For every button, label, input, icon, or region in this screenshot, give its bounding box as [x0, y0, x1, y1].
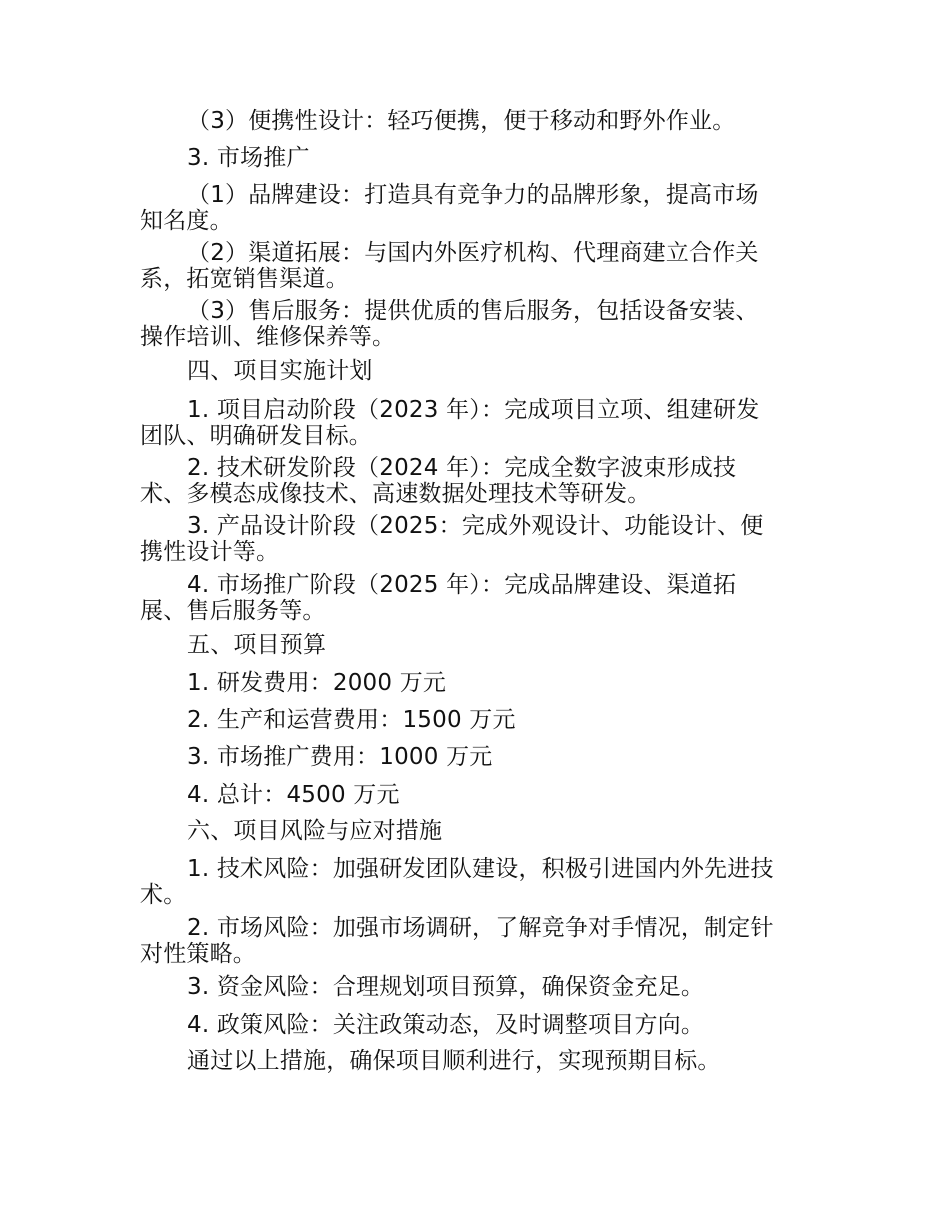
paragraph-line: 2. 市场风险：加强市场调研，了解竞争对手情况，制定针: [187, 915, 774, 941]
paragraph-line: 术。: [140, 882, 187, 908]
paragraph: [140, 707, 812, 733]
paragraph-line: （3）便携性设计：轻巧便携，便于移动和野外作业。: [187, 108, 736, 134]
paragraph-line: 2. 技术研发阶段（2024 年）：完成全数字波束形成技: [187, 455, 737, 481]
paragraph-line: 2. 生产和运营费用：1500 万元: [187, 707, 516, 733]
paragraph: [140, 108, 812, 134]
section-heading: [140, 358, 812, 384]
paragraph-line: （1）品牌建设：打造具有竞争力的品牌形象，提高市场: [187, 182, 759, 208]
paragraph: [140, 240, 812, 292]
paragraph-line: 4. 总计：4500 万元: [187, 782, 400, 808]
paragraph-line: 3. 资金风险：合理规划项目预算，确保资金充足。: [187, 974, 705, 1000]
paragraph-line: 系，拓宽销售渠道。: [140, 266, 349, 292]
paragraph-line: 五、项目预算: [187, 632, 327, 658]
paragraph: [140, 856, 812, 908]
section-heading: [140, 818, 812, 844]
paragraph-line: 展、售后服务等。: [140, 598, 326, 624]
paragraph: [140, 1012, 812, 1038]
paragraph-line: 4. 政策风险：关注政策动态，及时调整项目方向。: [187, 1012, 705, 1038]
paragraph: [140, 298, 812, 350]
paragraph-line: （2）渠道拓展：与国内外医疗机构、代理商建立合作关: [187, 240, 759, 266]
paragraph: [140, 397, 812, 449]
paragraph-line: （3）售后服务：提供优质的售后服务，包括设备安装、: [187, 298, 759, 324]
paragraph-line: 操作培训、维修保养等。: [140, 324, 396, 350]
paragraph-line: 通过以上措施，确保项目顺利进行，实现预期目标。: [187, 1048, 721, 1074]
paragraph-line: 4. 市场推广阶段（2025 年）：完成品牌建设、渠道拓: [187, 572, 737, 598]
paragraph-line: 术、多模态成像技术、高速数据处理技术等研发。: [140, 481, 651, 507]
paragraph-line: 知名度。: [140, 208, 233, 234]
paragraph: [140, 455, 812, 507]
section-heading: [140, 145, 812, 171]
paragraph: [140, 1048, 812, 1074]
paragraph-line: 对性策略。: [140, 941, 256, 967]
paragraph-line: 3. 市场推广费用：1000 万元: [187, 744, 493, 770]
paragraph-line: 六、项目风险与应对措施: [187, 818, 443, 844]
paragraph-line: 1. 项目启动阶段（2023 年）：完成项目立项、组建研发: [187, 397, 760, 423]
paragraph: [140, 182, 812, 234]
paragraph-line: 团队、明确研发目标。: [140, 423, 372, 449]
paragraph: [140, 572, 812, 624]
paragraph-line: 3. 市场推广: [187, 145, 310, 171]
paragraph: [140, 513, 812, 565]
paragraph: [140, 744, 812, 770]
paragraph-line: 四、项目实施计划: [187, 358, 373, 384]
paragraph-line: 1. 技术风险：加强研发团队建设，积极引进国内外先进技: [187, 856, 774, 882]
paragraph-line: 携性设计等。: [140, 539, 280, 565]
paragraph-line: 3. 产品设计阶段（2025：完成外观设计、功能设计、便: [187, 513, 764, 539]
paragraph: [140, 915, 812, 967]
paragraph: [140, 974, 812, 1000]
paragraph-line: 1. 研发费用：2000 万元: [187, 670, 447, 696]
paragraph: [140, 782, 812, 808]
paragraph: [140, 670, 812, 696]
section-heading: [140, 632, 812, 658]
